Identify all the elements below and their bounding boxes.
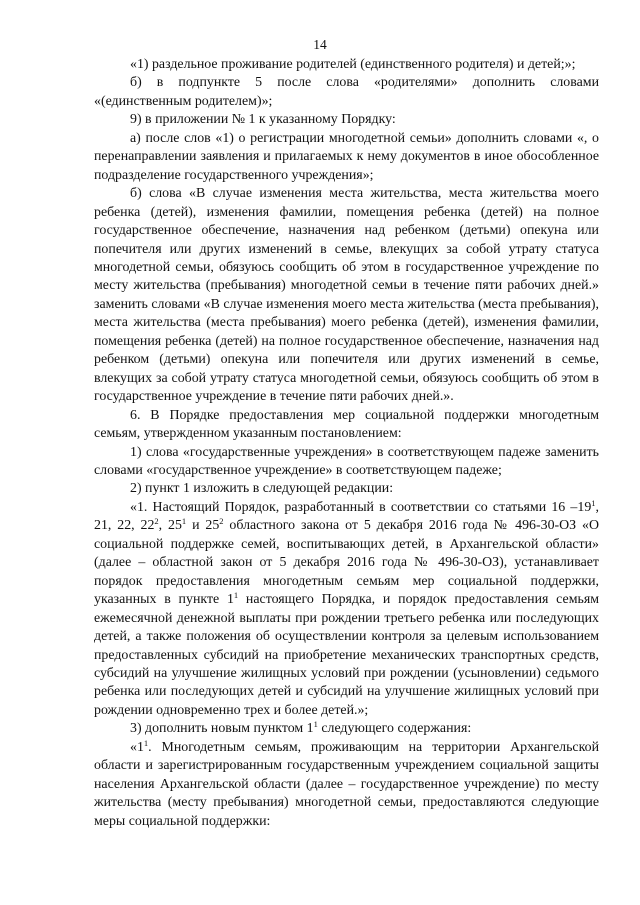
paragraph-add-point <box>94 720 599 738</box>
superscript: 2 <box>219 516 224 527</box>
text-run: «1 <box>130 739 144 755</box>
superscript: 1 <box>233 590 239 601</box>
paragraph-point-1-1 <box>94 739 599 831</box>
text-run: следующего содержания: <box>317 721 472 737</box>
text-run: областного закона от 5 декабря 2016 года № 496-30-ОЗ «О социальной поддержке семей, воспитывающих детей, в Архангельской области» (далее – областной закон от 5 декабря 2016 года № 496-30-ОЗ), устанавливает порядок предоставления многодетным семьям мер социальной поддержки, указанных в пункте 1 <box>94 518 599 608</box>
page-number: 14 <box>313 37 327 52</box>
text-run: , 21, 22, 22 <box>94 499 599 534</box>
paragraph: б) в подпункте 5 после слова «родителями» дополнить словами «(единственным родителем)»; <box>94 75 599 109</box>
paragraph: 1) слова «государственные учреждения» в соответствующем падеже заменить словами «государственное учреждение» в соответствующем падеже; <box>94 444 599 478</box>
paragraph: б) слова «В случае изменения места жительства, места жительства моего ребенка (детей), изменения фамилии, помещения ребенка (детей) на полное государственное обеспечение, назначения над ребенком (детьми) опекуна или попечителя или других изменений в семье, влекущих за собой утрату статуса многодетной семьи, обязуюсь сообщить об этом в государственное учреждение по месту жительства (пребывания) многодетной семьи в течение пяти рабочих дней.» заменить словами «В случае изменения моего места жительства (места пребывания), места жительства (места пребывания) моего ребенка (детей), изменения фамилии, помещения ребенка (детей) на полное государственное обеспечение, назначения над ребенком (детьми) опекуна или попечителя или других изменений в семье, влекущих за собой утрату статуса многодетной семьи, обязуюсь сообщить об этом в государственное учреждение в течение пяти рабочих дней.». <box>94 186 599 405</box>
paragraph: 6. В Порядке предоставления мер социальной поддержки многодетным семьям, утвержденном указанным постановлением: <box>94 407 599 442</box>
paragraph-point-1 <box>94 499 599 720</box>
paragraph: «1) раздельное проживание родителей (единственного родителя) и детей;»; <box>130 57 576 72</box>
text-run: настоящего Порядка, и порядок предоставления семьям ежемесячной денежной выплаты при рождении третьего ребенка или последующих детей, а также положения об осуществлении контроля за целевым использованием предоставленных субсидий на приобретение механических транспортных средств, субсидий на улучшение жилищных условий при рождении (усыновлении) седьмого ребенка или последующих детей и субсидий на улучшение жилищных условий при рождении одновременно трех и более детей.»; <box>94 592 599 718</box>
superscript: 1 <box>313 719 318 730</box>
text-run: , 25 <box>158 518 182 534</box>
paragraph: а) после слов «1) о регистрации многодетной семьи» дополнить словами «, о перенаправлении заявления и прилагаемых к нему документов в иное обособленное подразделение государственного учреждения»; <box>94 130 599 183</box>
document-body <box>94 56 599 831</box>
paragraph: 2) пункт 1 изложить в следующей редакции: <box>130 481 394 497</box>
superscript: 1 <box>591 497 596 508</box>
text-run: . Многодетным семьям, проживающим на территории Архангельской области и зарегистрированным государственным учреждением социальной защиты населения Архангельской области (далее – государственное учреждение) по месту жительства (месту пребывания) многодетной семьи, предоставляются следующие меры социальной поддержки: <box>94 739 599 829</box>
superscript: 2 <box>154 516 159 527</box>
paragraph: 9) в приложении № 1 к указанному Порядку: <box>130 112 396 128</box>
superscript: 1 <box>181 516 187 527</box>
superscript: 1 <box>143 737 149 748</box>
text-run: «1. Настоящий Порядок, разработанный в соответствии со статьями 16 –19 <box>130 499 592 515</box>
text-run: 3) дополнить новым пунктом 1 <box>130 721 314 737</box>
text-run: и 25 <box>186 518 220 534</box>
